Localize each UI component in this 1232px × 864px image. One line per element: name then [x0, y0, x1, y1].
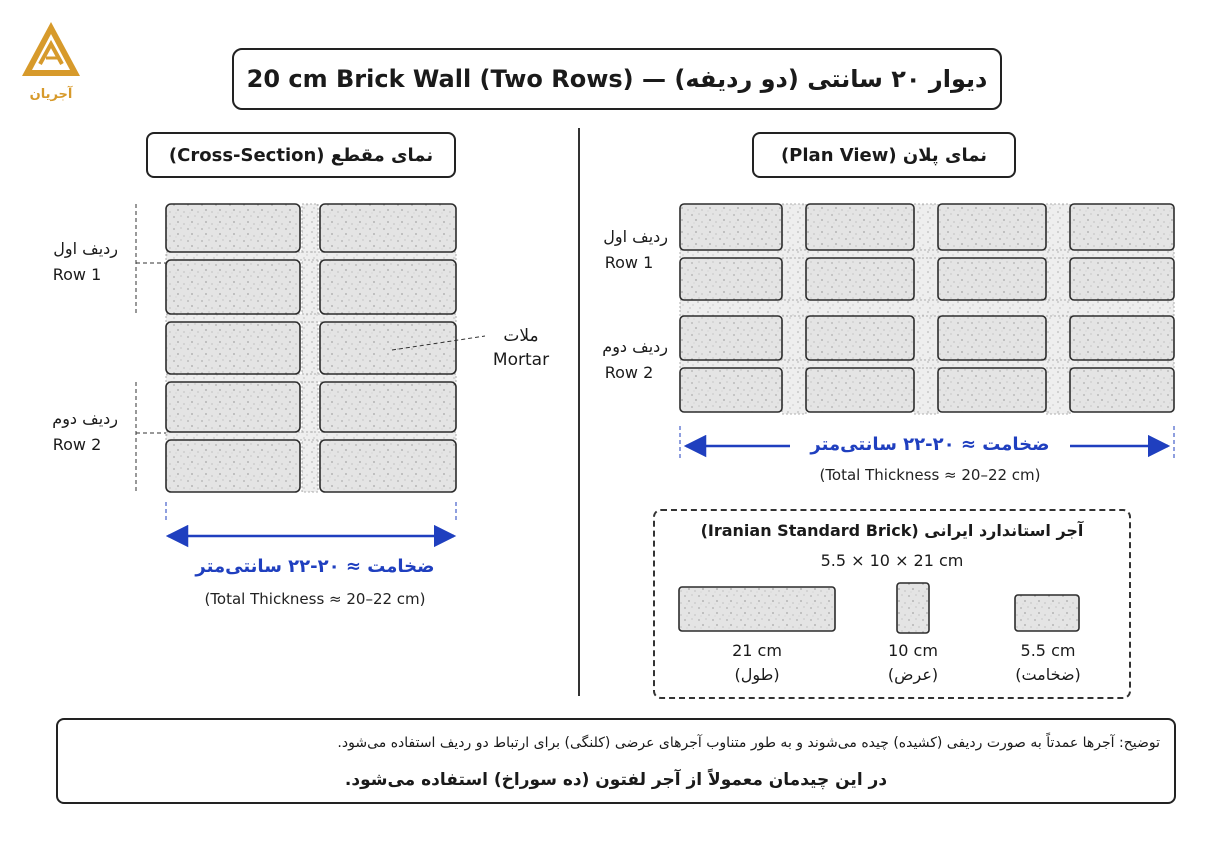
brick-length-value: 21 cm	[732, 641, 782, 660]
pv-thickness-fa: ضخامت ≈ ۲۰-۲۲ سانتی‌متر	[790, 434, 1070, 455]
pv-mortar	[680, 360, 1174, 368]
note-line-2: در این چیدمان معمولاً از آجر لفتون (ده سوراخ) استفاده می‌شود.	[344, 770, 888, 790]
plan-view-drawing	[676, 200, 1180, 420]
pv-brick	[1070, 204, 1174, 250]
pv-brick	[938, 368, 1046, 412]
cs-row1-en: Row 1	[52, 265, 102, 284]
pv-brick	[1070, 316, 1174, 360]
pv-brick	[806, 316, 914, 360]
pv-row1-fa: ردیف اول	[603, 227, 668, 246]
pv-mortar	[680, 300, 1174, 316]
brick-length-shape	[679, 587, 835, 631]
brick-width-value: 10 cm	[888, 641, 938, 660]
cs-row2-label	[36, 406, 118, 458]
cs-brick	[166, 204, 300, 252]
cs-brick	[320, 260, 456, 314]
pv-brick	[806, 368, 914, 412]
pv-row2-fa: ردیف دوم	[602, 337, 668, 356]
pv-row2-label	[590, 334, 668, 386]
cs-brick	[320, 322, 456, 374]
cs-brick	[166, 440, 300, 492]
cs-row1-fa: ردیف اول	[53, 239, 118, 258]
logo-mark-icon	[18, 18, 84, 84]
note-box	[56, 718, 1176, 804]
cs-brick	[166, 322, 300, 374]
pv-brick	[680, 258, 782, 300]
pv-brick	[680, 316, 782, 360]
brick-thickness-value: 5.5 cm	[1020, 641, 1076, 660]
pv-brick	[1070, 258, 1174, 300]
page-title: 20 cm Brick Wall (Two Rows) — دیوار ۲۰ سانتی (دو ردیفه)	[232, 48, 1002, 110]
cs-brick	[320, 440, 456, 492]
logo-text: آجریان	[29, 87, 73, 102]
note-line-1: توضیح: آجرها عمدتاً به صورت ردیفی (کشیده) چیده می‌شوند و به طور متناوب آجرهای عرضی (کلنگی) برای ارتباط دو ردیف استفاده می‌شود.	[337, 735, 1160, 751]
cs-mortar-joint	[166, 314, 456, 322]
cs-row1-label	[36, 236, 118, 288]
brick-length-item	[699, 639, 815, 687]
cs-row2-fa: ردیف دوم	[52, 409, 118, 428]
pv-mortar	[680, 250, 1174, 258]
cs-mortar-joint	[166, 432, 456, 440]
brick-thickness-label: (ضخامت)	[1015, 665, 1081, 684]
mortar-label	[486, 324, 556, 372]
mortar-label-en: Mortar	[492, 350, 550, 370]
cross-section-heading: (Cross-Section) نمای مقطع	[146, 132, 456, 178]
brick-width-label: (عرض)	[887, 665, 939, 684]
pv-brick	[806, 204, 914, 250]
pv-thickness-en: (Total Thickness ≈ 20–22 cm)	[819, 466, 1041, 484]
cs-thickness-en: (Total Thickness ≈ 20–22 cm)	[204, 590, 426, 608]
brick-width-shape	[897, 583, 929, 633]
brick-thickness-shape	[1015, 595, 1079, 631]
mortar-label-fa: ملات	[503, 326, 539, 346]
cs-dimension-arrow	[160, 524, 470, 548]
vertical-divider	[578, 128, 580, 696]
cs-brick	[166, 260, 300, 314]
cs-mortar-joint	[166, 374, 456, 382]
pv-brick	[680, 204, 782, 250]
standard-brick-heading: (Iranian Standard Brick) آجر استاندارد ایرانی	[700, 521, 1084, 540]
logo	[18, 18, 84, 100]
standard-brick-dimensions: 5.5 × 10 × 21 cm	[820, 551, 964, 570]
pv-row1-label	[590, 224, 668, 276]
pv-brick	[680, 368, 782, 412]
brick-length-label: (طول)	[734, 665, 780, 684]
pv-brick	[938, 258, 1046, 300]
cs-row2-en: Row 2	[52, 435, 102, 454]
brick-thickness-item	[989, 639, 1107, 687]
cs-mortar-joint	[166, 252, 456, 260]
pv-row2-en: Row 2	[604, 363, 654, 382]
pv-brick	[806, 258, 914, 300]
cs-brick	[320, 382, 456, 432]
cs-mortar-column	[302, 204, 318, 492]
cs-brick	[166, 382, 300, 432]
cs-brick	[320, 204, 456, 252]
cs-thickness-fa: ضخامت ≈ ۲۰-۲۲ سانتی‌متر	[195, 556, 435, 577]
pv-row1-en: Row 1	[604, 253, 654, 272]
standard-brick-shapes	[655, 581, 1125, 637]
pv-brick	[1070, 368, 1174, 412]
pv-brick	[938, 204, 1046, 250]
plan-view-heading: (Plan View) نمای پلان	[752, 132, 1016, 178]
brick-width-item	[859, 639, 967, 687]
pv-brick	[938, 316, 1046, 360]
standard-brick-legend	[653, 509, 1131, 699]
